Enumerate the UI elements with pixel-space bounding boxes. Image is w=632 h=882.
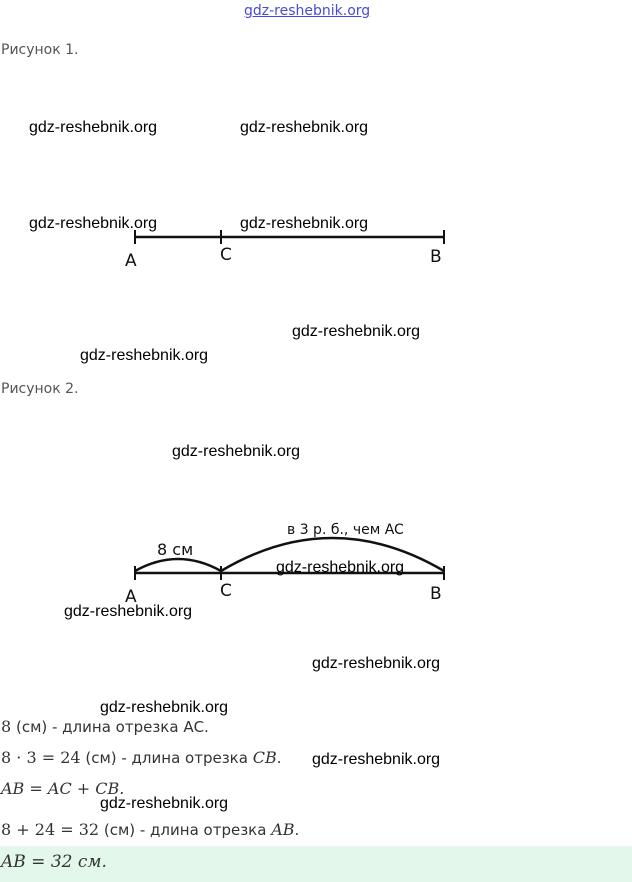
site-header-link[interactable]: gdz-reshebnik.org — [244, 3, 371, 19]
figure-2-caption: Рисунок 2. — [1, 381, 79, 397]
solution-line-2: 8 · 3 = 24 (см) - длина отрезка CB. — [1, 748, 282, 767]
answer-text: AB = 32 см. — [1, 852, 107, 872]
watermark: gdz-reshebnik.org — [240, 215, 369, 232]
watermark: gdz-reshebnik.org — [29, 215, 158, 232]
arc-ac — [135, 559, 221, 571]
solution-line-2-math: 8 · 3 = 24 — [1, 748, 81, 767]
watermark: gdz-reshebnik.org — [292, 323, 421, 340]
point-b-label: B — [430, 247, 442, 267]
watermark: gdz-reshebnik.org — [276, 559, 405, 576]
solution-line-3-math: AB = AC + CB. — [1, 779, 125, 798]
watermark: gdz-reshebnik.org — [312, 751, 441, 768]
point-c-label: C — [220, 245, 232, 265]
point-a-label: A — [125, 587, 137, 607]
solution-line-2-seg: CB — [252, 748, 277, 767]
watermark: gdz-reshebnik.org — [29, 119, 158, 136]
solution-line-1-math: 8 — [1, 717, 12, 736]
arc-cb-label: в 3 р. б., чем AC — [287, 522, 404, 538]
solution-line-1 — [1, 717, 209, 736]
solution-line-4-math: 8 + 24 = 32 — [1, 820, 100, 839]
arc-ac-label: 8 см — [157, 540, 194, 559]
watermark: gdz-reshebnik.org — [312, 655, 441, 672]
solution-line-4-seg: AB — [271, 820, 295, 839]
point-c-label: C — [220, 581, 232, 601]
watermark: gdz-reshebnik.org — [240, 119, 369, 136]
watermark: gdz-reshebnik.org — [100, 795, 229, 812]
point-a-label: A — [125, 251, 137, 271]
figure-1-caption: Рисунок 1. — [1, 42, 79, 58]
watermark: gdz-reshebnik.org — [80, 347, 209, 364]
watermark: gdz-reshebnik.org — [172, 443, 301, 460]
watermark: gdz-reshebnik.org — [100, 699, 229, 716]
point-b-label: B — [430, 584, 442, 604]
solution-line-2-text: (см) - длина отрезка — [85, 749, 248, 767]
solution-line-4: 8 + 24 = 32 (см) - длина отрезка AB. — [1, 820, 300, 839]
solution-line-1-text: (см) - длина отрезка АС. — [15, 718, 209, 736]
watermark: gdz-reshebnik.org — [64, 603, 193, 620]
solution-line-4-text: (см) - длина отрезка — [103, 821, 267, 839]
